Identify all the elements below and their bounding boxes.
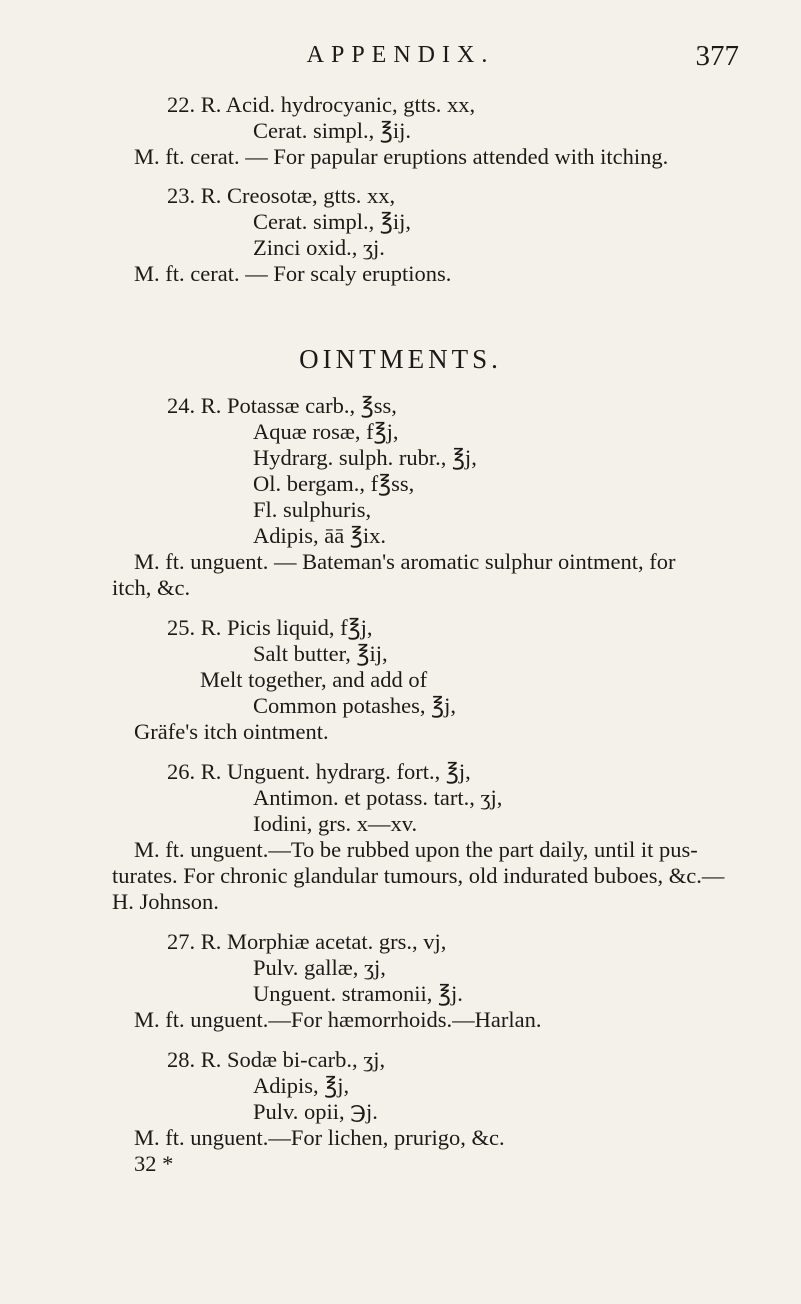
ointment-25-line: Gräfe's itch ointment. (134, 719, 329, 744)
ointment-25-line: 25. R. Picis liquid, f℥j, (167, 615, 373, 640)
ointment-28-line: Pulv. opii, ℈j. (253, 1099, 378, 1124)
ointment-26-line: M. ft. unguent.—To be rubbed upon the part daily, until it pus- (134, 837, 698, 862)
ointment-27-line: Unguent. stramonii, ℥j. (253, 981, 463, 1006)
ointment-27-line: M. ft. unguent.—For hæmorrhoids.—Harlan. (134, 1007, 542, 1032)
ointment-24-line: 24. R. Potassæ carb., ℥ss, (167, 393, 397, 418)
ointment-26-line: Antimon. et potass. tart., ʒj, (253, 785, 503, 810)
ointment-24-line: Fl. sulphuris, (253, 497, 372, 522)
running-head-title: APPENDIX. (306, 42, 495, 68)
ointment-28-line: M. ft. unguent.—For lichen, prurigo, &c. (134, 1125, 505, 1150)
ointment-26-line: Iodini, grs. x—xv. (253, 811, 418, 836)
entry-23-line: 23. R. Creosotæ, gtts. xx, (167, 183, 396, 208)
ointment-25-line: Melt together, and add of (200, 667, 428, 692)
ointment-27-line: Pulv. gallæ, ʒj, (253, 955, 386, 980)
ointment-26-line: H. Johnson. (112, 889, 219, 914)
ointment-24-line: Adipis, āā ℥ix. (253, 523, 386, 548)
ointment-25-line: Salt butter, ℥ij, (253, 641, 388, 666)
ointment-28-line: Adipis, ℥j, (253, 1073, 350, 1098)
ointment-28-line: 28. R. Sodæ bi-carb., ʒj, (167, 1047, 386, 1072)
section-heading: OINTMENTS. (299, 344, 502, 374)
entry-22-line: 22. R. Acid. hydrocyanic, gtts. xx, (167, 92, 476, 117)
page-number: 377 (695, 40, 739, 72)
entry-23-line: M. ft. cerat. — For scaly eruptions. (134, 261, 452, 286)
entry-22-line: Cerat. simpl., ℥ij. (253, 118, 411, 143)
ointment-24-line: Hydrarg. sulph. rubr., ℥j, (253, 445, 477, 470)
ointment-26-line: 26. R. Unguent. hydrarg. fort., ℥j, (167, 759, 471, 784)
running-head (0, 40, 801, 80)
ointment-25-line: Common potashes, ℥j, (253, 693, 456, 718)
ointment-26-line: turates. For chronic glandular tumours, old indurated buboes, &c.— (112, 863, 725, 888)
ointment-24-line: Aquæ rosæ, f℥j, (253, 419, 399, 444)
signature-mark: 32 * (134, 1151, 174, 1176)
ointment-24-line: itch, &c. (112, 575, 191, 600)
entry-22-line: M. ft. cerat. — For papular eruptions attended with itching. (134, 144, 669, 169)
entry-23-line: Cerat. simpl., ℥ij, (253, 209, 411, 234)
ointment-27-line: 27. R. Morphiæ acetat. grs., vj, (167, 929, 447, 954)
ointment-24-line: Ol. bergam., f℥ss, (253, 471, 415, 496)
entry-23-line: Zinci oxid., ʒj. (253, 235, 385, 260)
ointment-24-line: M. ft. unguent. — Bateman's aromatic sulphur ointment, for (134, 549, 676, 574)
